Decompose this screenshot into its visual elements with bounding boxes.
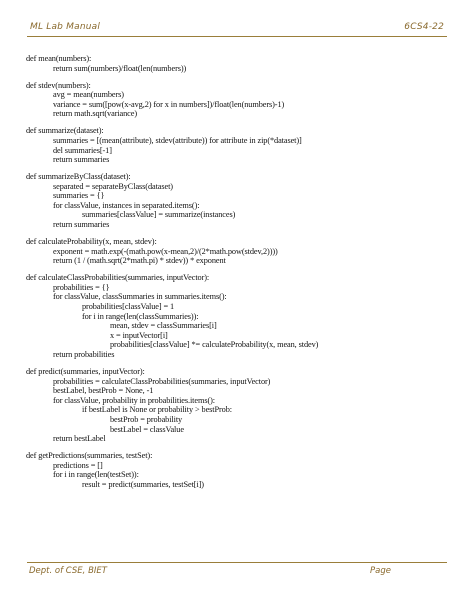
page-footer — [27, 566, 447, 580]
function-definition-line: def predict(summaries, inputVector): — [26, 366, 145, 376]
code-line: for classValue, probability in probabilities.items(): — [53, 395, 215, 405]
code-line: probabilities[classValue] = 1 — [82, 302, 175, 312]
blank-line — [26, 165, 456, 172]
code-block — [26, 172, 456, 230]
function-definition-line: def summarizeByClass(dataset): — [26, 172, 131, 182]
code-line: return sum(numbers)/float(len(numbers)) — [53, 63, 187, 73]
code-line: probabilities[classValue] *= calculateProbability(x, mean, stdev) — [110, 340, 319, 350]
code-line: for i in range(len(testSet)): — [53, 470, 139, 480]
code-line: predictions = [] — [53, 460, 103, 470]
code-line: if bestLabel is None or probability > bestProb: — [82, 405, 232, 415]
code-line: exponent = math.exp(-(math.pow(x-mean,2)/(2*math.pow(stdev,2)))) — [53, 246, 278, 256]
function-definition-line: def mean(numbers): — [26, 54, 92, 63]
code-block — [26, 54, 456, 73]
header-course-code: 6CS4-22 — [404, 22, 444, 32]
function-definition-line: def getPredictions(summaries, testSet): — [26, 451, 153, 461]
code-line: summaries[classValue] = summarize(instances) — [82, 210, 236, 220]
blank-line — [26, 444, 456, 451]
code-line: probabilities = calculateClassProbabilities(summaries, inputVector) — [53, 376, 271, 386]
code-line: avg = mean(numbers) — [53, 90, 124, 100]
code-block — [26, 81, 456, 119]
code-line: for i in range(len(classSummaries)): — [82, 311, 199, 321]
code-line: return summaries — [53, 220, 110, 230]
code-line: summaries = [(mean(attribute), stdev(attribute)) for attribute in zip(*dataset)] — [53, 135, 302, 145]
footer-department: Dept. of CSE, BIET — [29, 566, 107, 576]
code-line: separated = separateByClass(dataset) — [53, 181, 173, 191]
header-manual-title: ML Lab Manual — [30, 22, 101, 32]
code-line: summaries = {} — [53, 191, 105, 201]
function-definition-line: def calculateProbability(x, mean, stdev): — [26, 237, 157, 247]
code-line: result = predict(summaries, testSet[i]) — [82, 479, 204, 489]
blank-line — [26, 266, 456, 273]
code-block — [26, 451, 456, 489]
code-line: bestProb = probability — [110, 414, 183, 424]
code-line: x = inputVector[i] — [110, 330, 168, 340]
code-line: bestLabel, bestProb = None, -1 — [53, 386, 154, 396]
code-line: for classValue, classSummaries in summaries.items(): — [53, 292, 227, 302]
code-line: return probabilities — [53, 349, 115, 359]
page-header — [27, 22, 447, 36]
blank-line — [26, 360, 456, 367]
code-line: bestLabel = classValue — [110, 424, 184, 434]
blank-line — [26, 119, 456, 126]
code-line: del summaries[-1] — [53, 145, 112, 155]
function-definition-line: def summarize(dataset): — [26, 126, 104, 136]
code-line: return math.sqrt(variance) — [53, 109, 138, 119]
function-definition-line: def stdev(numbers): — [26, 80, 91, 90]
code-block — [26, 273, 456, 359]
code-block — [26, 237, 456, 266]
code-line: return (1 / (math.sqrt(2*math.pi) * stdev)) * exponent — [53, 256, 226, 266]
code-block — [26, 126, 456, 164]
code-line: for classValue, instances in separated.items(): — [53, 200, 200, 210]
function-definition-line: def calculateClassProbabilities(summaries, inputVector): — [26, 273, 210, 283]
code-line: return bestLabel — [53, 434, 106, 444]
code-block — [26, 367, 456, 444]
header-rule — [27, 36, 447, 37]
code-line: probabilities = {} — [53, 282, 110, 292]
code-line: mean, stdev = classSummaries[i] — [110, 321, 217, 331]
footer-page-label: Page — [370, 566, 391, 576]
blank-line — [26, 73, 456, 80]
code-line: return summaries — [53, 155, 110, 165]
code-listing — [26, 54, 456, 489]
code-line: variance = sum([pow(x-avg,2) for x in numbers])/float(len(numbers)-1) — [53, 99, 285, 109]
footer-rule — [27, 562, 447, 563]
blank-line — [26, 230, 456, 237]
